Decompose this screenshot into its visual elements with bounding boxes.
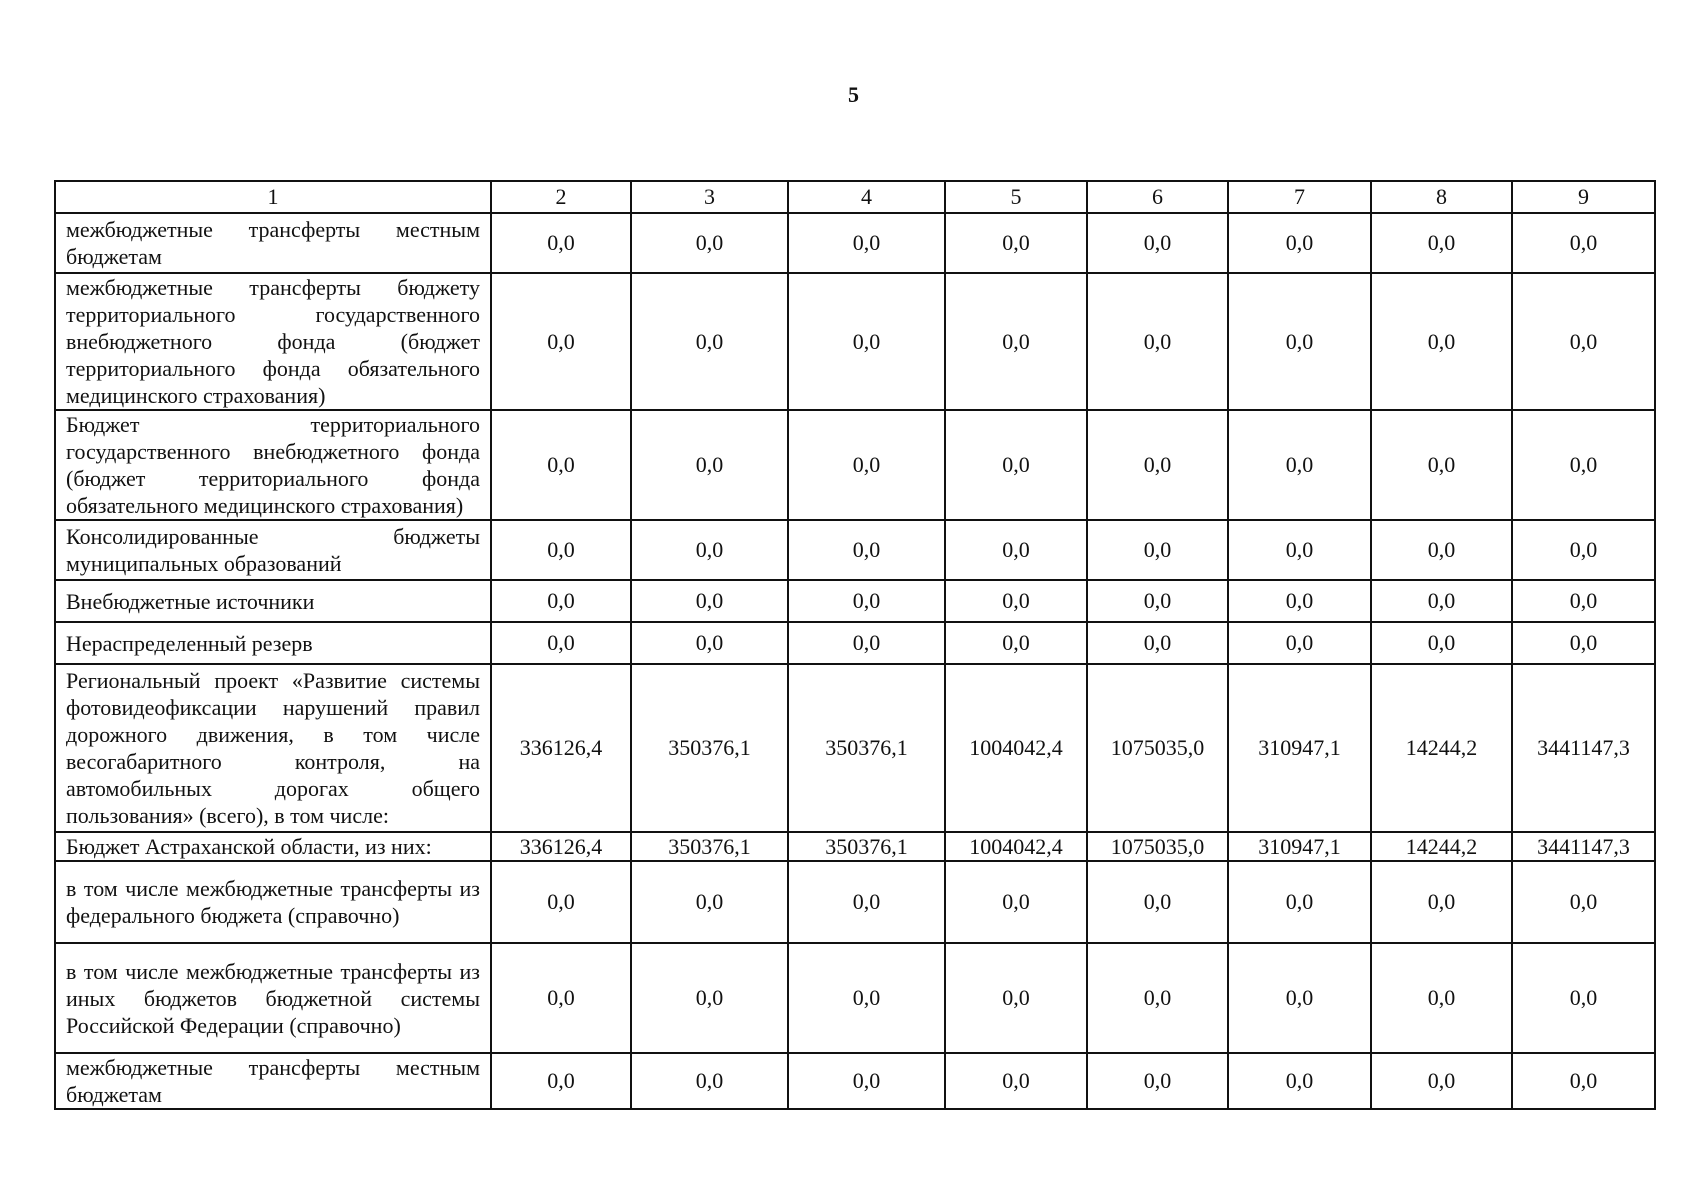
table-row: [55, 1053, 1655, 1109]
value-cell: 0,0: [1512, 622, 1655, 664]
row-label: в том числе межбюджетные трансферты из иных бюджетов бюджетной системы Российской Федерации (справочно): [55, 943, 491, 1053]
table-row: [55, 832, 1655, 861]
table-row: [55, 622, 1655, 664]
value-cell: 310947,1: [1228, 664, 1371, 832]
column-number: 8: [1371, 181, 1512, 213]
column-number: 2: [491, 181, 631, 213]
value-cell: 0,0: [631, 213, 788, 273]
value-cell: 0,0: [1087, 1053, 1228, 1109]
value-cell: 0,0: [1512, 273, 1655, 410]
value-cell: 0,0: [1512, 861, 1655, 943]
value-cell: 350376,1: [788, 664, 945, 832]
value-cell: 0,0: [945, 580, 1087, 622]
value-cell: 0,0: [945, 943, 1087, 1053]
value-cell: 0,0: [631, 410, 788, 520]
value-cell: 0,0: [1512, 1053, 1655, 1109]
table-row: [55, 410, 1655, 520]
table-row: [55, 273, 1655, 410]
value-cell: 0,0: [945, 622, 1087, 664]
value-cell: 0,0: [1371, 273, 1512, 410]
value-cell: 0,0: [491, 520, 631, 580]
value-cell: 1004042,4: [945, 832, 1087, 861]
value-cell: 0,0: [1228, 1053, 1371, 1109]
column-number: 4: [788, 181, 945, 213]
value-cell: 0,0: [1371, 1053, 1512, 1109]
value-cell: 0,0: [1228, 861, 1371, 943]
budget-table: [54, 180, 1656, 1110]
row-label: Бюджет территориального государственного внебюджетного фонда (бюджет территориального фонда обязательного медицинского страхования): [55, 410, 491, 520]
value-cell: 0,0: [1371, 943, 1512, 1053]
value-cell: 0,0: [945, 1053, 1087, 1109]
value-cell: 0,0: [1087, 410, 1228, 520]
row-label: межбюджетные трансферты местным бюджетам: [55, 213, 491, 273]
value-cell: 0,0: [788, 622, 945, 664]
value-cell: 0,0: [945, 520, 1087, 580]
value-cell: 0,0: [631, 943, 788, 1053]
value-cell: 0,0: [788, 410, 945, 520]
row-label: межбюджетные трансферты местным бюджетам: [55, 1053, 491, 1109]
value-cell: 0,0: [491, 622, 631, 664]
value-cell: 0,0: [631, 520, 788, 580]
value-cell: 0,0: [631, 861, 788, 943]
value-cell: 0,0: [1228, 273, 1371, 410]
value-cell: 310947,1: [1228, 832, 1371, 861]
value-cell: 0,0: [1087, 520, 1228, 580]
value-cell: 0,0: [945, 410, 1087, 520]
value-cell: 0,0: [631, 1053, 788, 1109]
value-cell: 0,0: [491, 1053, 631, 1109]
value-cell: 0,0: [491, 410, 631, 520]
value-cell: 0,0: [945, 213, 1087, 273]
value-cell: 0,0: [788, 520, 945, 580]
value-cell: 0,0: [1512, 520, 1655, 580]
value-cell: 0,0: [491, 273, 631, 410]
column-number: 9: [1512, 181, 1655, 213]
value-cell: 14244,2: [1371, 664, 1512, 832]
value-cell: 0,0: [1228, 410, 1371, 520]
value-cell: 0,0: [1371, 520, 1512, 580]
row-label: Консолидированные бюджеты муниципальных образований: [55, 520, 491, 580]
value-cell: 0,0: [491, 943, 631, 1053]
value-cell: 0,0: [1512, 580, 1655, 622]
value-cell: 0,0: [1087, 622, 1228, 664]
column-number: 7: [1228, 181, 1371, 213]
value-cell: 0,0: [491, 861, 631, 943]
value-cell: 336126,4: [491, 832, 631, 861]
value-cell: 0,0: [1228, 213, 1371, 273]
value-cell: 350376,1: [788, 832, 945, 861]
row-label: Региональный проект «Развитие системы фотовидеофиксации нарушений правил дорожного движения, в том числе весогабаритного контроля, на автомобильных дорогах общего пользования» (всего), в том числе:: [55, 664, 491, 832]
value-cell: 0,0: [1371, 213, 1512, 273]
value-cell: 0,0: [1087, 943, 1228, 1053]
value-cell: 0,0: [788, 580, 945, 622]
value-cell: 0,0: [1371, 622, 1512, 664]
value-cell: 1075035,0: [1087, 832, 1228, 861]
value-cell: 0,0: [788, 943, 945, 1053]
value-cell: 1004042,4: [945, 664, 1087, 832]
value-cell: 0,0: [1228, 943, 1371, 1053]
value-cell: 0,0: [1371, 580, 1512, 622]
value-cell: 0,0: [1228, 520, 1371, 580]
table-row: [55, 664, 1655, 832]
table-row: [55, 861, 1655, 943]
value-cell: 0,0: [788, 1053, 945, 1109]
table-row: [55, 520, 1655, 580]
value-cell: 0,0: [1228, 622, 1371, 664]
value-cell: 3441147,3: [1512, 664, 1655, 832]
value-cell: 350376,1: [631, 664, 788, 832]
table-row: [55, 213, 1655, 273]
value-cell: 0,0: [1087, 273, 1228, 410]
row-label: Внебюджетные источники: [55, 580, 491, 622]
value-cell: 0,0: [945, 273, 1087, 410]
value-cell: 0,0: [945, 861, 1087, 943]
value-cell: 0,0: [1371, 861, 1512, 943]
value-cell: 0,0: [491, 580, 631, 622]
row-label: в том числе межбюджетные трансферты из федерального бюджета (справочно): [55, 861, 491, 943]
row-label: Нераспределенный резерв: [55, 622, 491, 664]
value-cell: 0,0: [1512, 410, 1655, 520]
value-cell: 1075035,0: [1087, 664, 1228, 832]
value-cell: 0,0: [788, 273, 945, 410]
value-cell: 0,0: [631, 580, 788, 622]
row-label: Бюджет Астраханской области, из них:: [55, 832, 491, 861]
value-cell: 0,0: [788, 213, 945, 273]
column-number: 5: [945, 181, 1087, 213]
page-number: 5: [848, 82, 859, 107]
column-number: 1: [55, 181, 491, 213]
value-cell: 14244,2: [1371, 832, 1512, 861]
value-cell: 0,0: [631, 622, 788, 664]
value-cell: 0,0: [1087, 213, 1228, 273]
value-cell: 0,0: [1087, 861, 1228, 943]
column-number: 3: [631, 181, 788, 213]
value-cell: 0,0: [631, 273, 788, 410]
value-cell: 0,0: [1512, 213, 1655, 273]
value-cell: 0,0: [1087, 580, 1228, 622]
column-number-row: [55, 181, 1655, 213]
value-cell: 0,0: [1228, 580, 1371, 622]
value-cell: 0,0: [1371, 410, 1512, 520]
value-cell: 336126,4: [491, 664, 631, 832]
row-label: межбюджетные трансферты бюджету территориального государственного внебюджетного фонда (бюджет территориального фонда обязательного медицинского страхования): [55, 273, 491, 410]
value-cell: 0,0: [491, 213, 631, 273]
value-cell: 0,0: [788, 861, 945, 943]
value-cell: 0,0: [1512, 943, 1655, 1053]
table-row: [55, 943, 1655, 1053]
table-row: [55, 580, 1655, 622]
value-cell: 350376,1: [631, 832, 788, 861]
column-number: 6: [1087, 181, 1228, 213]
value-cell: 3441147,3: [1512, 832, 1655, 861]
